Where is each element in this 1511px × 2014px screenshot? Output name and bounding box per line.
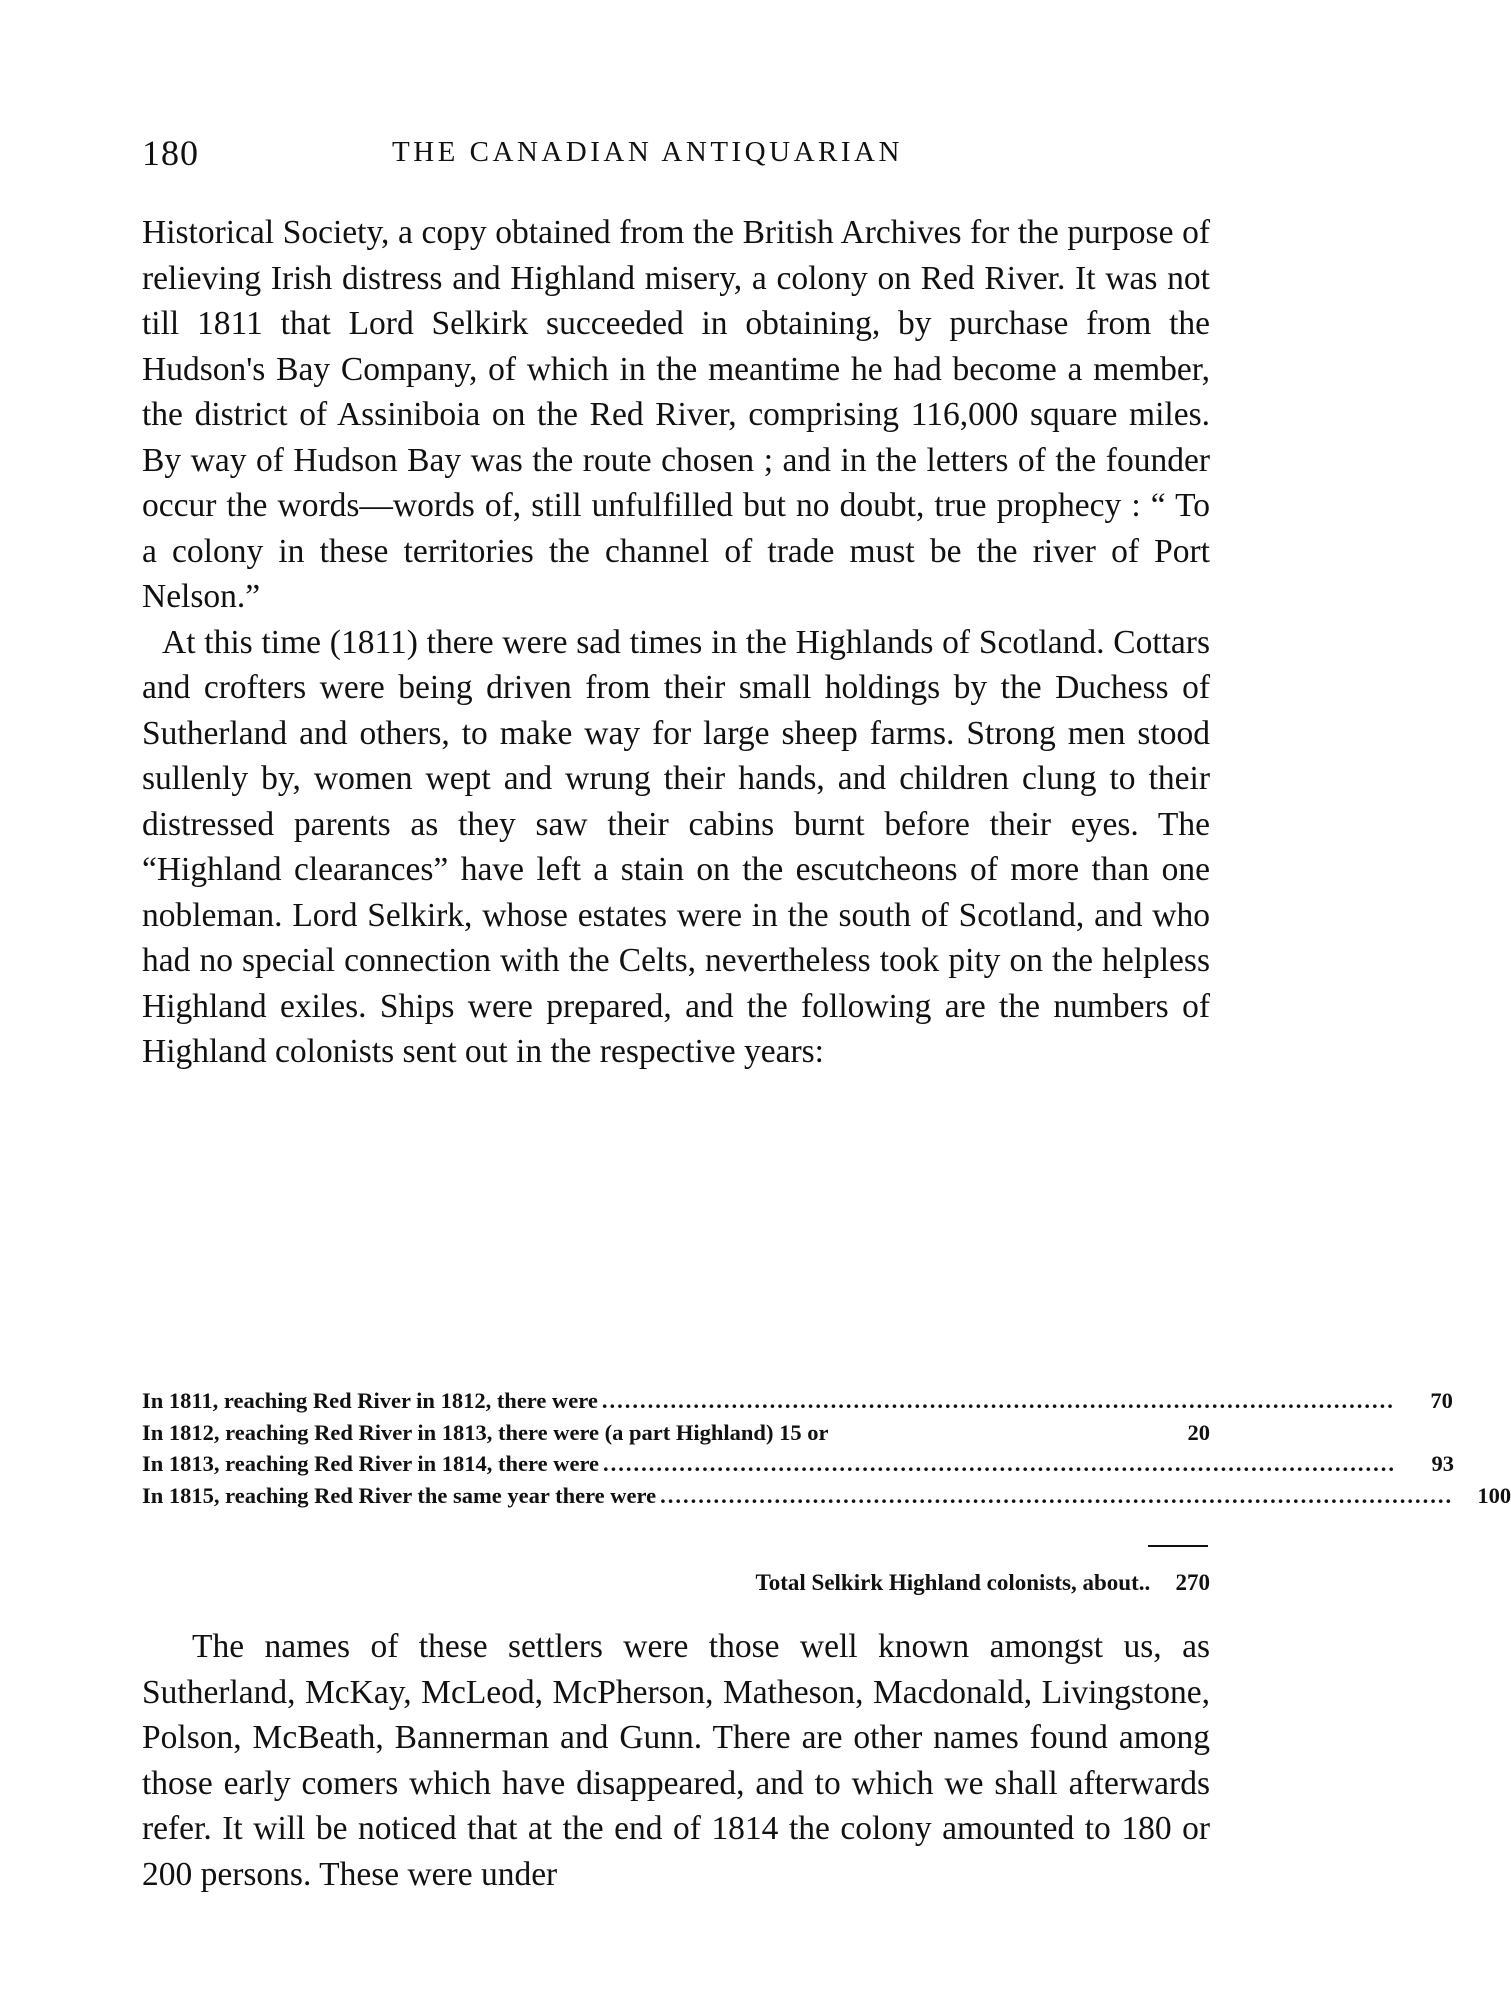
page-header: [142, 132, 1210, 180]
table-row: [142, 1480, 1511, 1512]
closing-text: [142, 1624, 1210, 1897]
leader-dots: ........................................................................................................: [603, 1451, 1397, 1476]
row-description: In 1811, reaching Red River in 1812, there were: [142, 1388, 598, 1413]
page-number: 180: [142, 133, 199, 173]
table-row: [142, 1417, 1210, 1449]
sum-rule: [1148, 1545, 1208, 1547]
leader-dots: ........................................................................................................: [660, 1482, 1454, 1508]
paragraph-historical-society: Historical Society, a copy obtained from the British Archives for the purpose of relieving Irish distress and Highland misery, a colony on Red River. It was not till 1811 that Lord Selkirk succeeded in obtaining, by purchase from the Hudson's Bay Company, of which in the meantime he had become a member, the district of Assiniboia on the Red River, comprising 116,000 square miles. By way of Hudson Bay was the route chosen ; and in the letters of the founder occur the words—words of, still unfulfilled but no doubt, true prophecy : “ To a colony in these territories the channel of trade must be the river of Port Nelson.”: [142, 214, 1210, 615]
body-text: [142, 210, 1210, 1075]
paragraph-settler-names: The names of these settlers were those well known amongst us, as Sutherland, McKay, McLeod, McPherson, Matheson, Macdonald, Livingstone, Polson, McBeath, Bannerman and Gunn. There are other names found among those early comers which have disappeared, and to which we shall afterwards refer. It will be noticed that at the end of 1814 the colony amounted to 180 or 200 persons. These were under: [142, 1628, 1210, 1893]
row-value: 100: [1477, 1482, 1511, 1508]
table-row: [142, 1385, 1453, 1417]
table-total: [142, 1570, 1210, 1596]
leader-dots: ........................................................................................................: [601, 1388, 1395, 1413]
table-row: [142, 1448, 1455, 1480]
row-description: In 1812, reaching Red River in 1813, there were (a part Highland) 15 or: [142, 1419, 829, 1445]
running-title: THE CANADIAN ANTIQUARIAN: [392, 136, 903, 168]
row-value: 93: [1431, 1451, 1455, 1476]
row-value: 20: [1187, 1419, 1210, 1445]
total-label: Total Selkirk Highland colonists, about..: [755, 1570, 1151, 1595]
total-value: 270: [1175, 1570, 1210, 1595]
paragraph-highland-clearances: At this time (1811) there were sad times in the Highlands of Scotland. Cottars and crofters were being driven from their small holdings by the Duchess of Sutherland and others, to make way for large sheep farms. Strong men stood sullenly by, women wept and wrung their hands, and children clung to their distressed parents as they saw their cabins burnt before their eyes. The “Highland clearances” have left a stain on the escutcheons of more than one nobleman. Lord Selkirk, whose estates were in the south of Scotland, and who had no special connection with the Celts, nevertheless took pity on the helpless Highland exiles. Ships were prepared, and the following are the numbers of Highland colonists sent out in the respective years:: [142, 623, 1210, 1070]
row-description: In 1815, reaching Red River the same year there were: [142, 1482, 657, 1508]
row-description: In 1813, reaching Red River in 1814, there were: [142, 1451, 600, 1476]
colonist-table: [142, 1385, 1511, 1511]
row-value: 70: [1430, 1388, 1453, 1413]
